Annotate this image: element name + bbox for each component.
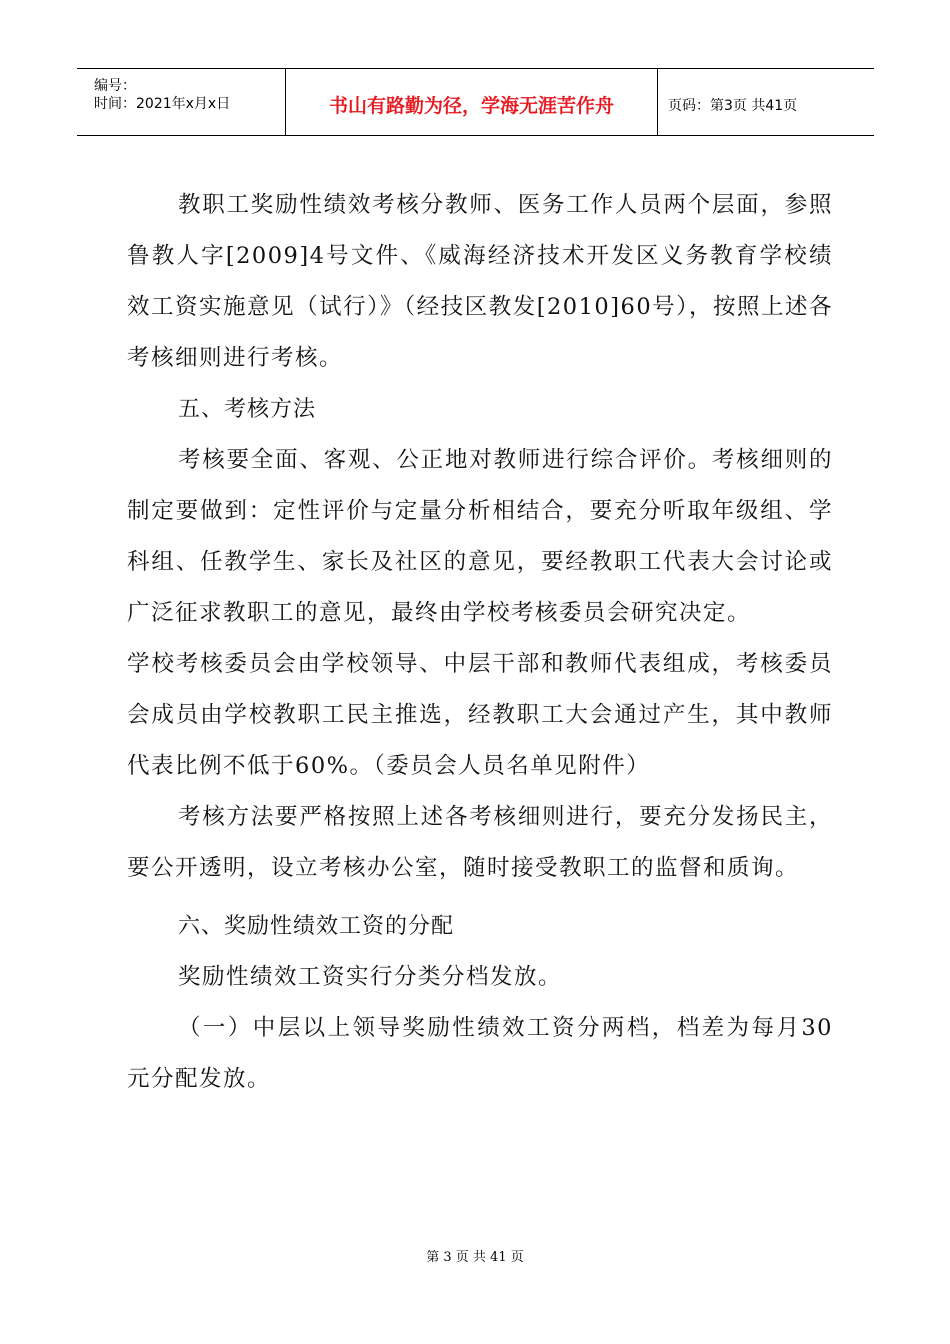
section-heading-assessment-method: 五、考核方法 <box>178 397 317 422</box>
section-heading-salary-distribution: 六、奖励性绩效工资的分配 <box>178 914 455 939</box>
paragraph-assessment-requirements: 考核要全面、客观、公正地对教师进行综合评价。考核细则的制定要做到：定性评价与定量分析相结合，要充分听取年级组、学科组、任教学生、家长及社区的意见，要经教职工代表大会讨论或广泛征求教职工的意见，最终由学校考核委员会研究决定。 <box>127 447 833 626</box>
paragraph-performance-assessment: 教职工奖励性绩效考核分教师、医务工作人员两个层面，参照鲁教人字[2009]4号文件、《威海经济技术开发区义务教育学校绩效工资实施意见（试行）》（经技区教发[2010]60号），按照上述各考核细则进行考核。 <box>127 192 833 371</box>
header-info-cell <box>77 69 285 135</box>
header-page-cell <box>658 69 874 135</box>
document-body <box>127 180 833 1105</box>
document-time-label: 时间：2021年x月x日 <box>94 96 231 112</box>
header-motto: 书山有路勤为径，学海无涯苦作舟 <box>328 95 614 117</box>
paragraph-leadership-tier: （一）中层以上领导奖励性绩效工资分两档，档差为每月30元分配发放。 <box>127 1015 833 1092</box>
page-footer: 第 3 页 共 41 页 <box>426 1250 524 1265</box>
document-number-label: 编号： <box>94 78 136 94</box>
header-motto-cell <box>285 69 658 135</box>
paragraph-assessment-committee: 学校考核委员会由学校领导、中层干部和教师代表组成，考核委员会成员由学校教职工民主推选，经教职工大会通过产生，其中教师代表比例不低于60%。（委员会人员名单见附件） <box>127 651 833 779</box>
header-page-number: 页码：第3页 共41页 <box>668 98 798 114</box>
page-header <box>77 68 874 136</box>
paragraph-distribution-overview: 奖励性绩效工资实行分类分档发放。 <box>178 964 563 990</box>
paragraph-assessment-procedure: 考核方法要严格按照上述各考核细则进行，要充分发扬民主，要公开透明，设立考核办公室，随时接受教职工的监督和质询。 <box>127 804 833 881</box>
